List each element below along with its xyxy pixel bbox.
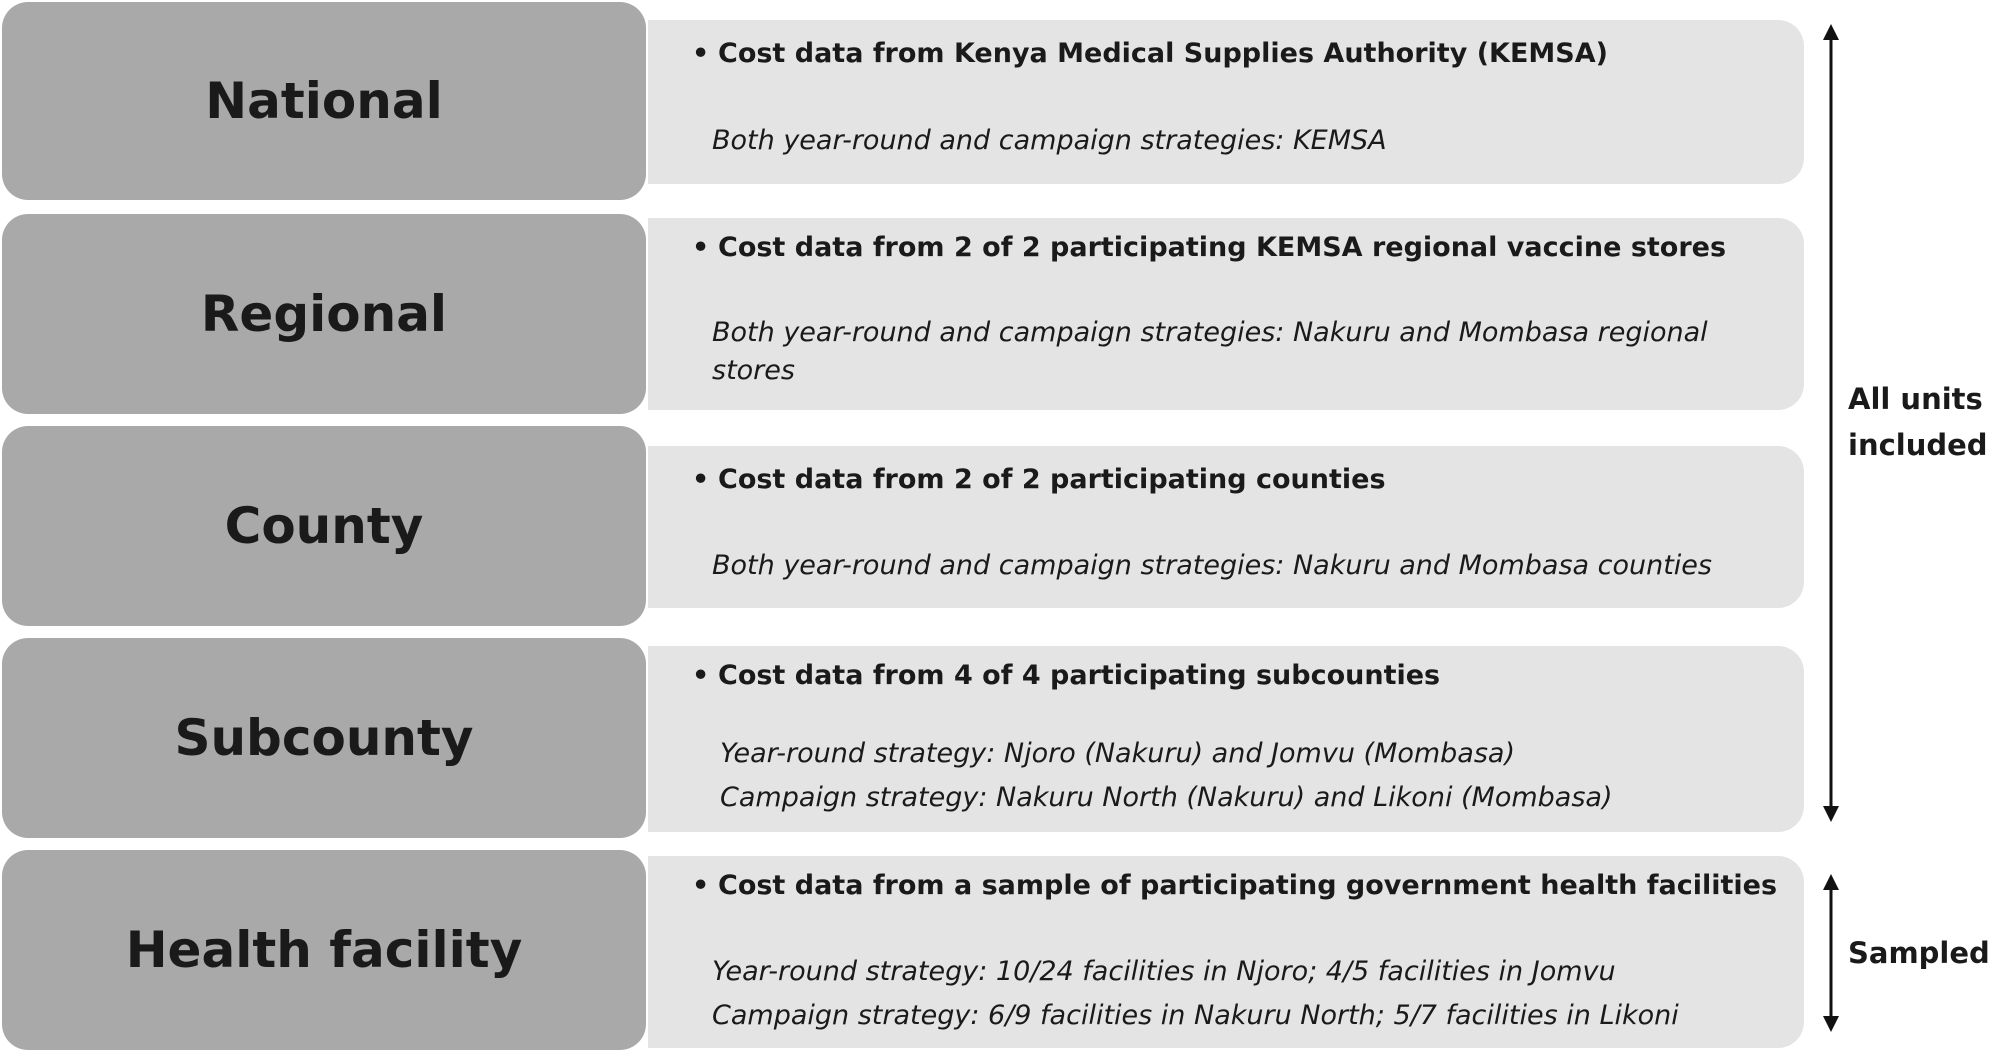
level-label-health-facility: Health facility	[125, 921, 523, 979]
sampled-arrow	[1823, 874, 1839, 1032]
detail-line: Both year-round and campaign strategies: Nakuru and Mombasa counties	[712, 550, 1712, 581]
bullet-dot: •	[692, 870, 710, 901]
detail-line: Year-round strategy: 10/24 facilities in Njoro; 4/5 facilities in Jomvu	[712, 956, 1616, 987]
bullet-text: Cost data from 4 of 4 participating subcounties	[718, 660, 1441, 691]
sampled-text: Sampled	[1848, 936, 1990, 970]
detail-line: Both year-round and campaign strategies: KEMSA	[712, 125, 1387, 156]
bullet-dot: •	[692, 660, 710, 691]
bullet-text: Cost data from 2 of 2 participating KEMSA regional vaccine stores	[718, 232, 1727, 263]
level-label-subcounty: Subcounty	[174, 709, 474, 767]
bullet-dot: •	[692, 464, 710, 495]
level-label-county: County	[224, 497, 424, 555]
side-label-sampled	[1848, 930, 1998, 976]
side-label-all-units	[1848, 376, 1998, 468]
bullet-dot: •	[692, 232, 710, 263]
level-label-regional: Regional	[200, 285, 448, 343]
bullet-text: Cost data from a sample of participating government health facilities	[718, 870, 1778, 901]
all-units-text: All units included	[1848, 382, 1988, 462]
detail-line: Year-round strategy: Njoro (Nakuru) and Jomvu (Mombasa)	[720, 738, 1515, 769]
detail-line: Campaign strategy: 6/9 facilities in Nakuru North; 5/7 facilities in Likoni	[712, 1000, 1679, 1031]
bullet-text: Cost data from Kenya Medical Supplies Authority (KEMSA)	[718, 38, 1608, 69]
bullet-text: Cost data from 2 of 2 participating counties	[718, 464, 1386, 495]
detail-line: Both year-round and campaign strategies: Nakuru and Mombasa regional stores	[712, 317, 1708, 386]
bullet-dot: •	[692, 38, 710, 69]
all-units-arrow	[1823, 24, 1839, 822]
detail-line: Campaign strategy: Nakuru North (Nakuru) and Likoni (Mombasa)	[720, 782, 1613, 813]
level-label-national: National	[205, 72, 443, 130]
